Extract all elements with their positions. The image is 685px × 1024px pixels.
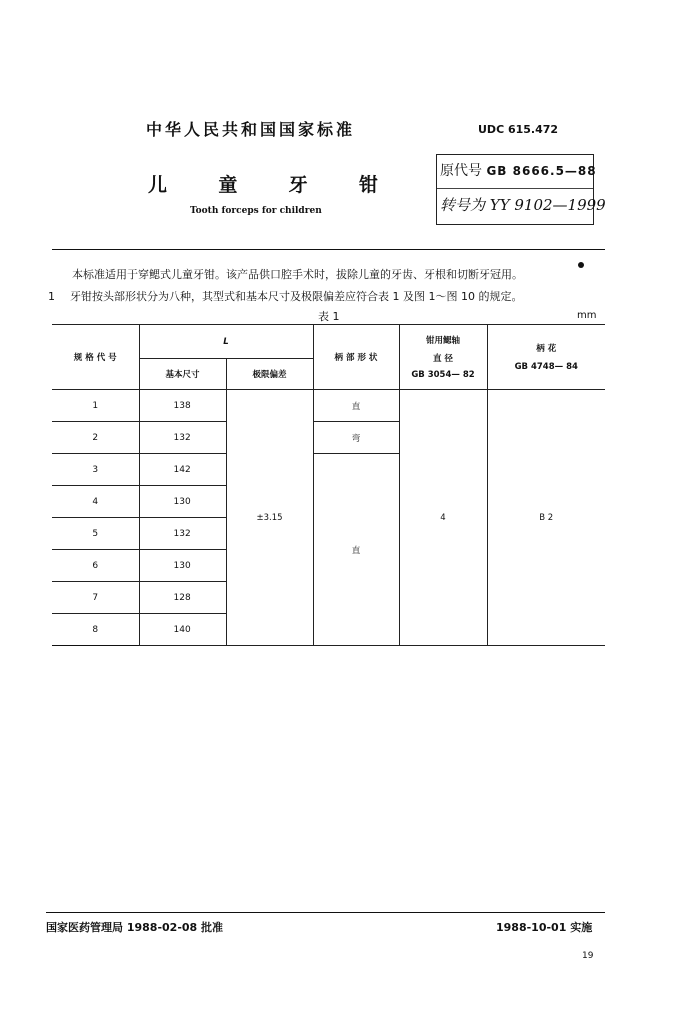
header-pin-line2: 直 径 (433, 354, 453, 364)
header-tolerance: 极限偏差 (226, 359, 313, 390)
length-cell: 132 (139, 518, 226, 550)
header-knurl-line2: GB 4748— 84 (514, 362, 578, 372)
document-title-en: Tooth forceps for children (190, 206, 322, 216)
header-length-L: L (139, 325, 313, 359)
approval-line: 国家医药管理局 1988-02-08 批准 (46, 921, 224, 934)
effective-date: 1988-10-01 实施 (496, 921, 593, 934)
converted-code-number: YY 9102—1999 (489, 196, 606, 214)
length-cell: 140 (139, 614, 226, 646)
shape-cell: 弯 (313, 422, 399, 454)
spec-code-cell: 4 (52, 486, 139, 518)
spec-code-cell: 1 (52, 390, 139, 422)
ink-dot (578, 262, 584, 268)
spec-code-cell: 8 (52, 614, 139, 646)
length-cell: 132 (139, 422, 226, 454)
spec-code-cell: 6 (52, 550, 139, 582)
pin-diameter-cell: 4 (399, 390, 487, 646)
spec-code-cell: 3 (52, 454, 139, 486)
header-pin-line1: 钳用鳃轴 (425, 336, 460, 346)
header-pin-diameter (399, 325, 487, 390)
converted-code-line (440, 194, 606, 215)
shape-cell: 直 (313, 454, 399, 646)
original-code-number: GB 8666.5—88 (486, 164, 597, 178)
page-number: 19 (582, 951, 594, 961)
converted-code-label: 转号为 (440, 196, 486, 214)
header-basic-size: 基本尺寸 (139, 359, 226, 390)
scope-paragraph: 本标准适用于穿鳃式儿童牙钳。该产品供口腔手术时，拔除儿童的牙齿、牙根和切断牙冠用。 (72, 268, 523, 281)
title-char: 牙 (288, 174, 308, 196)
header-rule (52, 249, 605, 250)
tolerance-cell: ±3.15 (226, 390, 313, 646)
length-cell: 142 (139, 454, 226, 486)
header-spec-code: 规 格 代 号 (52, 325, 139, 390)
spec-code-cell: 5 (52, 518, 139, 550)
length-cell: 128 (139, 582, 226, 614)
header-handle-shape: 柄 部 形 状 (313, 325, 399, 390)
title-char: 钳 (358, 174, 378, 196)
document-title-cn (148, 170, 378, 197)
header-knurl-line1: 柄 花 (536, 344, 557, 354)
header-pin-line3: GB 3054— 82 (411, 370, 475, 380)
udc-code: UDC 615.472 (478, 123, 559, 136)
clause-1 (48, 288, 522, 304)
title-char: 童 (218, 174, 238, 196)
standard-name: 中华人民共和国国家标准 (146, 120, 356, 139)
spec-table (52, 324, 605, 646)
table-unit: mm (577, 310, 597, 321)
original-code-line (440, 160, 597, 180)
footer-rule (46, 912, 605, 913)
table-title: 表 1 (318, 310, 340, 323)
title-char: 儿 (148, 174, 168, 196)
knurl-cell: B 2 (487, 390, 605, 646)
length-cell: 138 (139, 390, 226, 422)
spec-code-cell: 7 (52, 582, 139, 614)
clause-number: 1 (48, 290, 55, 303)
clause-text: 牙钳按头部形状分为八种，其型式和基本尺寸及极限偏差应符合表 1 及图 1～图 10 的规定。 (70, 290, 523, 303)
spec-code-cell: 2 (52, 422, 139, 454)
original-code-label: 原代号 (440, 163, 482, 179)
length-cell: 130 (139, 550, 226, 582)
header-knurl (487, 325, 605, 390)
shape-cell: 直 (313, 390, 399, 422)
stamp-divider (437, 188, 593, 189)
length-cell: 130 (139, 486, 226, 518)
